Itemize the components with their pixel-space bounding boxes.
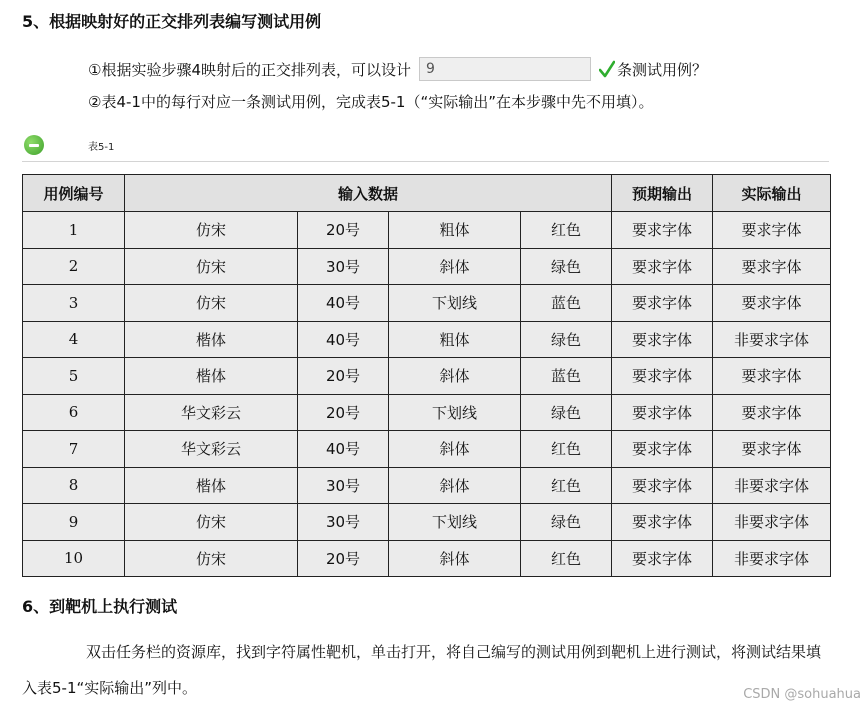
actual-output-cell: 非要求字体 <box>713 540 831 577</box>
case-id-cell: 4 <box>23 321 125 358</box>
expected-output-cell: 要求字体 <box>612 394 713 431</box>
expected-output-cell: 要求字体 <box>612 321 713 358</box>
actual-output-cell: 要求字体 <box>713 358 831 395</box>
color-cell: 蓝色 <box>521 285 612 322</box>
font-cell: 仿宋 <box>125 504 298 541</box>
table-row <box>23 285 831 322</box>
case-id-cell: 10 <box>23 540 125 577</box>
question-1-prefix: ①根据实验步骤4映射后的正交排列表，可以设计 <box>88 60 411 79</box>
table-row <box>23 504 831 541</box>
table-body <box>23 212 831 577</box>
style-cell: 斜体 <box>389 358 521 395</box>
table-caption: 表5-1 <box>88 142 115 153</box>
actual-output-cell: 要求字体 <box>713 431 831 468</box>
case-id-cell: 1 <box>23 212 125 249</box>
font-cell: 楷体 <box>125 467 298 504</box>
expected-output-cell: 要求字体 <box>612 540 713 577</box>
actual-output-cell: 要求字体 <box>713 248 831 285</box>
actual-output-cell: 非要求字体 <box>713 467 831 504</box>
font-cell: 华文彩云 <box>125 431 298 468</box>
actual-output-cell: 要求字体 <box>713 285 831 322</box>
expected-output-cell: 要求字体 <box>612 212 713 249</box>
style-cell: 粗体 <box>389 321 521 358</box>
header-case-id: 用例编号 <box>23 175 125 212</box>
table-row <box>23 467 831 504</box>
actual-output-cell: 非要求字体 <box>713 504 831 541</box>
style-cell: 下划线 <box>389 504 521 541</box>
collapse-icon[interactable] <box>24 135 44 155</box>
case-id-cell: 8 <box>23 467 125 504</box>
style-cell: 粗体 <box>389 212 521 249</box>
check-icon <box>599 60 615 78</box>
table-caption-bar <box>22 131 829 162</box>
color-cell: 绿色 <box>521 321 612 358</box>
color-cell: 绿色 <box>521 394 612 431</box>
font-cell: 仿宋 <box>125 248 298 285</box>
question-2: ②表4-1中的每行对应一条测试用例，完成表5-1（“实际输出”在本步骤中先不用填）。 <box>88 93 654 111</box>
color-cell: 绿色 <box>521 248 612 285</box>
size-cell: 30号 <box>298 467 389 504</box>
font-cell: 楷体 <box>125 321 298 358</box>
table-row <box>23 248 831 285</box>
font-cell: 仿宋 <box>125 540 298 577</box>
header-expected-output: 预期输出 <box>612 175 713 212</box>
size-cell: 20号 <box>298 540 389 577</box>
expected-output-cell: 要求字体 <box>612 285 713 322</box>
test-case-count-input[interactable] <box>419 57 591 81</box>
size-cell: 30号 <box>298 248 389 285</box>
font-cell: 仿宋 <box>125 285 298 322</box>
expected-output-cell: 要求字体 <box>612 467 713 504</box>
style-cell: 下划线 <box>389 394 521 431</box>
actual-output-cell: 要求字体 <box>713 394 831 431</box>
header-input-data: 输入数据 <box>125 175 612 212</box>
case-id-cell: 7 <box>23 431 125 468</box>
font-cell: 华文彩云 <box>125 394 298 431</box>
table-row <box>23 540 831 577</box>
actual-output-cell: 非要求字体 <box>713 321 831 358</box>
font-cell: 楷体 <box>125 358 298 395</box>
watermark: CSDN @sohuahua <box>743 687 861 702</box>
question-1-suffix: 条测试用例？ <box>617 60 708 79</box>
style-cell: 下划线 <box>389 285 521 322</box>
font-cell: 仿宋 <box>125 212 298 249</box>
case-id-cell: 6 <box>23 394 125 431</box>
size-cell: 40号 <box>298 285 389 322</box>
size-cell: 20号 <box>298 394 389 431</box>
table-row <box>23 212 831 249</box>
color-cell: 蓝色 <box>521 358 612 395</box>
color-cell: 绿色 <box>521 504 612 541</box>
table-row <box>23 394 831 431</box>
section-6-body: 双击任务栏的资源库，找到字符属性靶机，单击打开，将自己编写的测试用例到靶机上进行测试，将测试结果填入表5-1“实际输出”列中。 <box>22 643 822 697</box>
size-cell: 20号 <box>298 358 389 395</box>
table-row <box>23 431 831 468</box>
color-cell: 红色 <box>521 212 612 249</box>
style-cell: 斜体 <box>389 467 521 504</box>
case-id-cell: 9 <box>23 504 125 541</box>
style-cell: 斜体 <box>389 248 521 285</box>
table-row <box>23 321 831 358</box>
case-id-cell: 2 <box>23 248 125 285</box>
case-id-cell: 5 <box>23 358 125 395</box>
table-header-row <box>23 175 831 212</box>
section-5-title: 5、根据映射好的正交排列表编写测试用例 <box>22 12 322 31</box>
size-cell: 40号 <box>298 431 389 468</box>
style-cell: 斜体 <box>389 431 521 468</box>
test-case-table <box>22 174 831 577</box>
actual-output-cell: 要求字体 <box>713 212 831 249</box>
color-cell: 红色 <box>521 540 612 577</box>
size-cell: 40号 <box>298 321 389 358</box>
table-row <box>23 358 831 395</box>
header-actual-output: 实际输出 <box>713 175 831 212</box>
expected-output-cell: 要求字体 <box>612 504 713 541</box>
expected-output-cell: 要求字体 <box>612 358 713 395</box>
expected-output-cell: 要求字体 <box>612 248 713 285</box>
color-cell: 红色 <box>521 467 612 504</box>
question-1 <box>88 57 707 81</box>
expected-output-cell: 要求字体 <box>612 431 713 468</box>
style-cell: 斜体 <box>389 540 521 577</box>
case-id-cell: 3 <box>23 285 125 322</box>
size-cell: 30号 <box>298 504 389 541</box>
color-cell: 红色 <box>521 431 612 468</box>
size-cell: 20号 <box>298 212 389 249</box>
section-6-title: 6、到靶机上执行测试 <box>22 597 178 616</box>
